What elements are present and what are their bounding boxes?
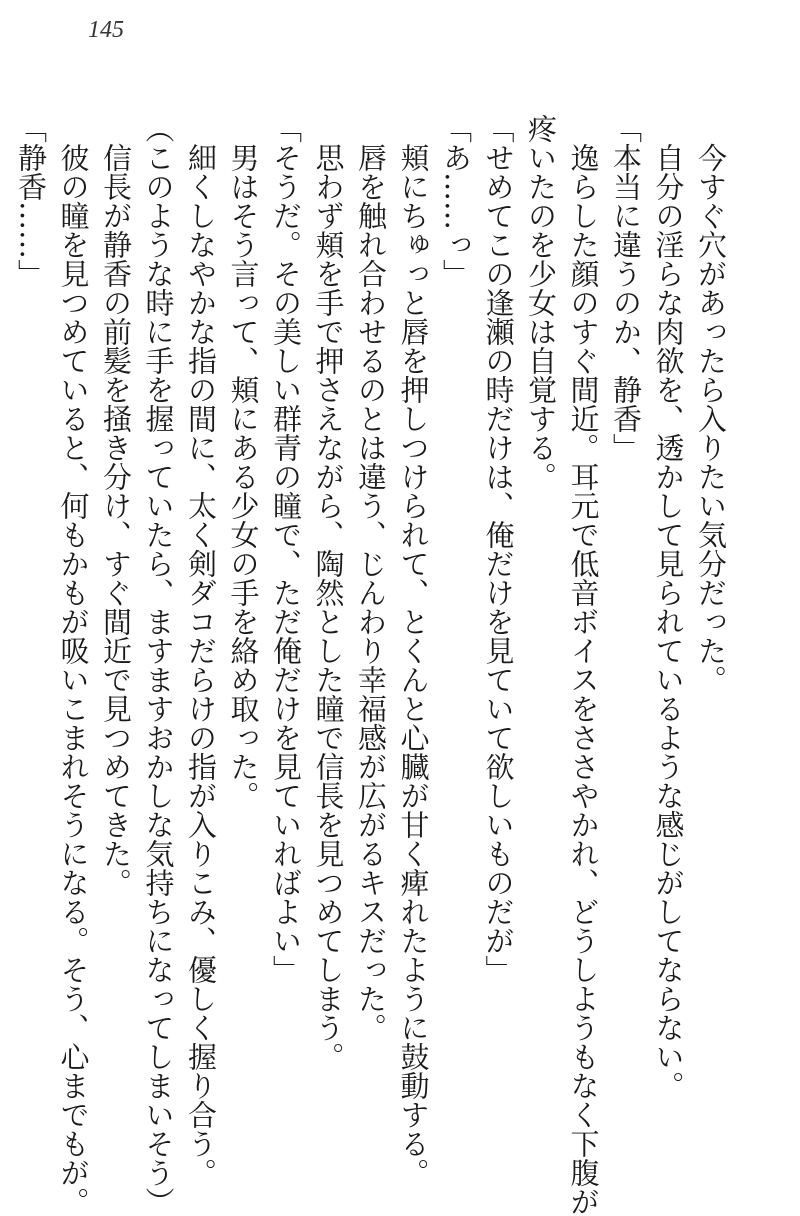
text-line: 「あ……っ」 bbox=[439, 114, 473, 288]
text-line: 「そうだ。その美しい群青の瞳で、ただ俺だけを見ていればよい」 bbox=[269, 114, 303, 984]
text-line: 逸らした顔のすぐ間近。耳元で低音ボイスをささやかれ、どうしようもなく下腹が bbox=[566, 114, 601, 1216]
page-number: 145 bbox=[88, 17, 124, 43]
text-line: 細くしなやかな指の間に、太く剣ダコだらけの指が入りこみ、優しく握り合う。 bbox=[184, 114, 218, 1187]
text-line: 疼いたのを少女は自覚する。 bbox=[524, 114, 558, 491]
text-line: 自分の淫らな肉欲を、透かして見られているような感じがしてならない。 bbox=[651, 114, 686, 1100]
text-line: （このような時に手を握っていたら、ますますおかしな気持ちになってしまいそう） bbox=[141, 114, 176, 1216]
text-line: 「静香……」 bbox=[14, 114, 48, 288]
vertical-text-body bbox=[14, 114, 732, 1216]
text-line: 「せめてこの逢瀬の時だけは、俺だけを見ていて欲しいものだが」 bbox=[481, 114, 516, 984]
text-line: 信長が静香の前髪を掻き分け、すぐ間近で見つめてきた。 bbox=[99, 114, 133, 897]
text-line: 「本当に違うのか、静香」 bbox=[609, 114, 643, 462]
text-line: 彼の瞳を見つめていると、何もかもが吸いこまれそうになる。そう、心までもが。 bbox=[56, 114, 91, 1216]
text-line: 今すぐ穴があったら入りたい気分だった。 bbox=[694, 114, 728, 694]
text-line: 男はそう言って、頬にある少女の手を絡め取った。 bbox=[226, 114, 261, 810]
text-line: 思わず頬を手で押さえながら、陶然とした瞳で信長を見つめてしまう。 bbox=[311, 114, 346, 1071]
text-line: 唇を触れ合わせるのとは違う、じんわり幸福感が広がるキスだった。 bbox=[354, 114, 388, 1042]
text-line: 頬にちゅっと唇を押しつけられて、とくんと心臓が甘く痺れたように鼓動する。 bbox=[396, 114, 431, 1187]
